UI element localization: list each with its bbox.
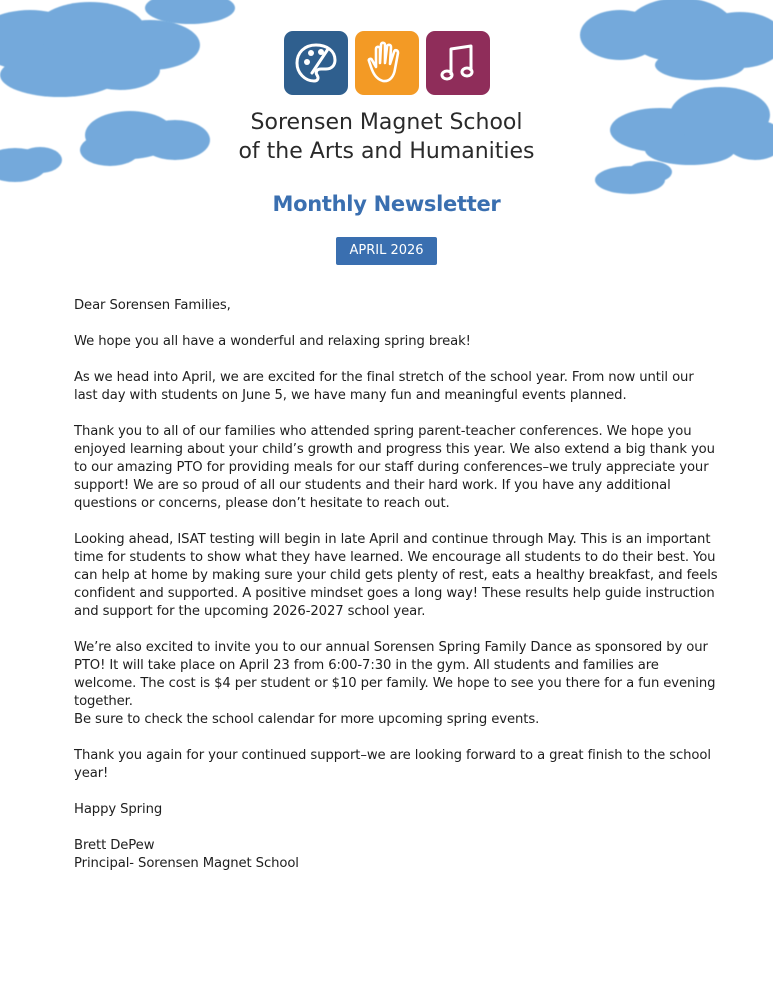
paragraph: Thank you to all of our families who attended spring parent-teacher conferences. We hope you enjoyed learning about your child’s growth and progress this year. We also extend a big thank you to our amazing PTO for providing meals for our staff during conferences–we truly appreciate your support! We are so proud of all our students and their hard work. If you have any additional questions or concerns, please don’t hesitate to reach out. bbox=[74, 424, 715, 511]
signature-name: Brett DePew bbox=[74, 838, 155, 853]
paragraph: Be sure to check the school calendar for more upcoming spring events. bbox=[74, 712, 540, 727]
palette-icon bbox=[284, 31, 348, 95]
paragraph: Thank you again for your continued support–we are looking forward to a great finish to the school year! bbox=[74, 748, 711, 781]
closing: Happy Spring bbox=[74, 802, 163, 817]
school-logo bbox=[284, 31, 490, 95]
cloud-top-left bbox=[0, 0, 235, 97]
paragraph: We hope you all have a wonderful and relaxing spring break! bbox=[74, 334, 471, 349]
school-name bbox=[0, 108, 773, 166]
signature bbox=[74, 837, 719, 873]
greeting: Dear Sorensen Families, bbox=[74, 298, 231, 313]
date-badge: APRIL 2026 bbox=[336, 237, 437, 265]
paragraph: Looking ahead, ISAT testing will begin in late April and continue through May. This is an important time for students to show what they have learned. We encourage all students to do their best. You can help at home by making sure your child gets plenty of rest, eats a healthy breakfast, and feels confident and supported. A positive mindset goes a long way! These results help guide instruction and support for the upcoming 2026-2027 school year. bbox=[74, 532, 718, 619]
signature-title: Principal- Sorensen Magnet School bbox=[74, 856, 299, 871]
newsletter-title: Monthly Newsletter bbox=[272, 192, 501, 216]
school-name-line2: of the Arts and Humanities bbox=[238, 139, 535, 164]
school-name-line1: Sorensen Magnet School bbox=[250, 110, 523, 135]
hand-icon bbox=[355, 31, 419, 95]
music-note-icon bbox=[426, 31, 490, 95]
cloud-top-right bbox=[580, 0, 773, 80]
letter-body bbox=[74, 297, 719, 891]
paragraph: As we head into April, we are excited for the final stretch of the school year. From now until our last day with students on June 5, we have many fun and meaningful events planned. bbox=[74, 370, 694, 403]
paragraph: We’re also excited to invite you to our annual Sorensen Spring Family Dance as sponsored by our PTO! It will take place on April 23 from 6:00-7:30 in the gym. All students and families are welcome. The cost is $4 per student or $10 per family. We hope to see you there for a fun evening together. bbox=[74, 640, 716, 709]
